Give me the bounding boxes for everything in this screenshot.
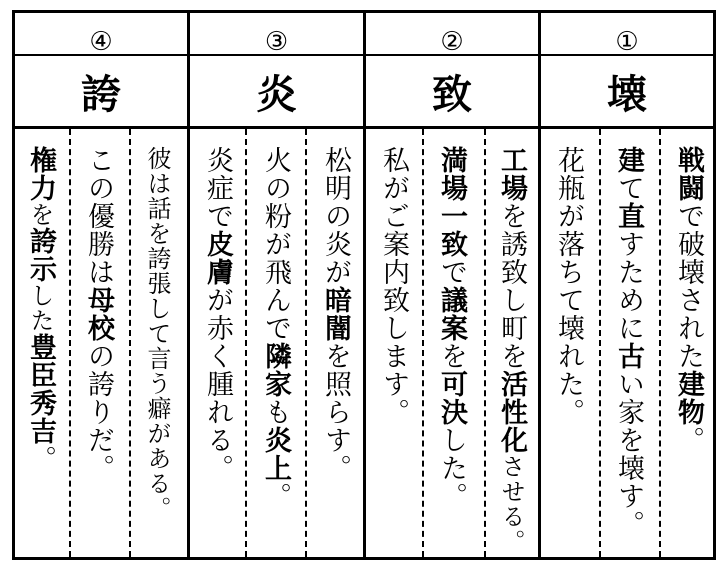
example-sentence	[436, 146, 466, 510]
text: 彼は話を誇張して言う癖がある。	[143, 146, 171, 521]
example-sentence	[143, 146, 171, 521]
example-sentence	[83, 146, 113, 482]
highlight-word: 満場一致	[436, 146, 467, 258]
text: 花瓶が落ちて壊れた。	[553, 146, 584, 426]
dashed-divider	[245, 129, 247, 557]
highlight-word: 権力	[25, 146, 56, 202]
text: 。	[260, 482, 291, 510]
text: で	[436, 258, 467, 286]
text: い家を壊す。	[613, 370, 644, 538]
target-kanji: 炎	[256, 72, 297, 118]
example-sentence	[553, 146, 583, 426]
highlight-word: 議案	[436, 286, 467, 342]
column-number: ③	[264, 27, 289, 57]
dashed-divider	[599, 129, 601, 557]
column-number: ④	[89, 27, 113, 57]
text: で破壊された	[673, 202, 704, 370]
text: を	[436, 342, 467, 370]
text: した	[26, 283, 54, 333]
text: を誘致し町を	[496, 202, 527, 370]
text: 炎症で	[202, 146, 233, 230]
example-sentence	[613, 146, 643, 538]
text: 。	[25, 445, 56, 473]
highlight-word: 古	[613, 342, 644, 370]
text: した。	[436, 426, 467, 510]
text: 火の粉が飛んで	[260, 146, 291, 342]
highlight-word: 豊臣秀吉	[25, 333, 56, 445]
column-number: ①	[615, 27, 639, 57]
highlight-word: 皮膚	[202, 230, 233, 286]
text: させる。	[497, 454, 525, 554]
dashed-divider	[422, 129, 424, 557]
highlight-word: 隣家	[260, 342, 291, 398]
target-kanji: 誇	[81, 72, 121, 118]
highlight-word: 母校	[83, 286, 114, 342]
dashed-divider	[659, 129, 661, 557]
worksheet	[12, 10, 716, 560]
text: て	[613, 174, 644, 202]
text: も	[260, 398, 291, 426]
text: を照らす。	[320, 342, 351, 482]
highlight-word: 誇示	[25, 227, 56, 283]
text: すために	[613, 230, 644, 342]
dashed-divider	[305, 129, 307, 557]
example-sentence	[202, 146, 232, 482]
example-sentence	[260, 146, 290, 510]
example-sentence	[25, 146, 55, 473]
example-sentence	[378, 146, 408, 426]
target-kanji: 壊	[607, 72, 647, 118]
highlight-word: 活性化	[496, 370, 527, 454]
text: の誇りだ。	[83, 342, 114, 482]
text: 松明の炎が	[320, 146, 351, 286]
column-3	[190, 13, 363, 557]
column-1	[541, 13, 713, 557]
highlight-word: 建物	[673, 370, 704, 426]
highlight-word: 可決	[436, 370, 467, 426]
dashed-divider	[69, 129, 71, 557]
text: が赤く腫れる。	[202, 286, 233, 482]
target-kanji: 致	[432, 72, 472, 118]
example-sentence	[320, 146, 350, 482]
highlight-word: 戦闘	[673, 146, 704, 202]
highlight-word: 直	[613, 202, 644, 230]
text: を	[26, 202, 54, 227]
text: 私がご案内致します。	[378, 146, 409, 426]
highlight-word: 建	[613, 146, 644, 174]
dashed-divider	[129, 129, 131, 557]
highlight-word: 暗闇	[320, 286, 351, 342]
text: 。	[673, 426, 704, 454]
text: この優勝は	[83, 146, 114, 286]
example-sentence	[673, 146, 703, 454]
example-sentence	[496, 146, 526, 554]
dashed-divider	[484, 129, 486, 557]
highlight-word: 工場	[496, 146, 527, 202]
column-number: ②	[440, 27, 464, 57]
column-4	[15, 13, 187, 557]
highlight-word: 炎上	[260, 426, 291, 482]
column-2	[366, 13, 538, 557]
